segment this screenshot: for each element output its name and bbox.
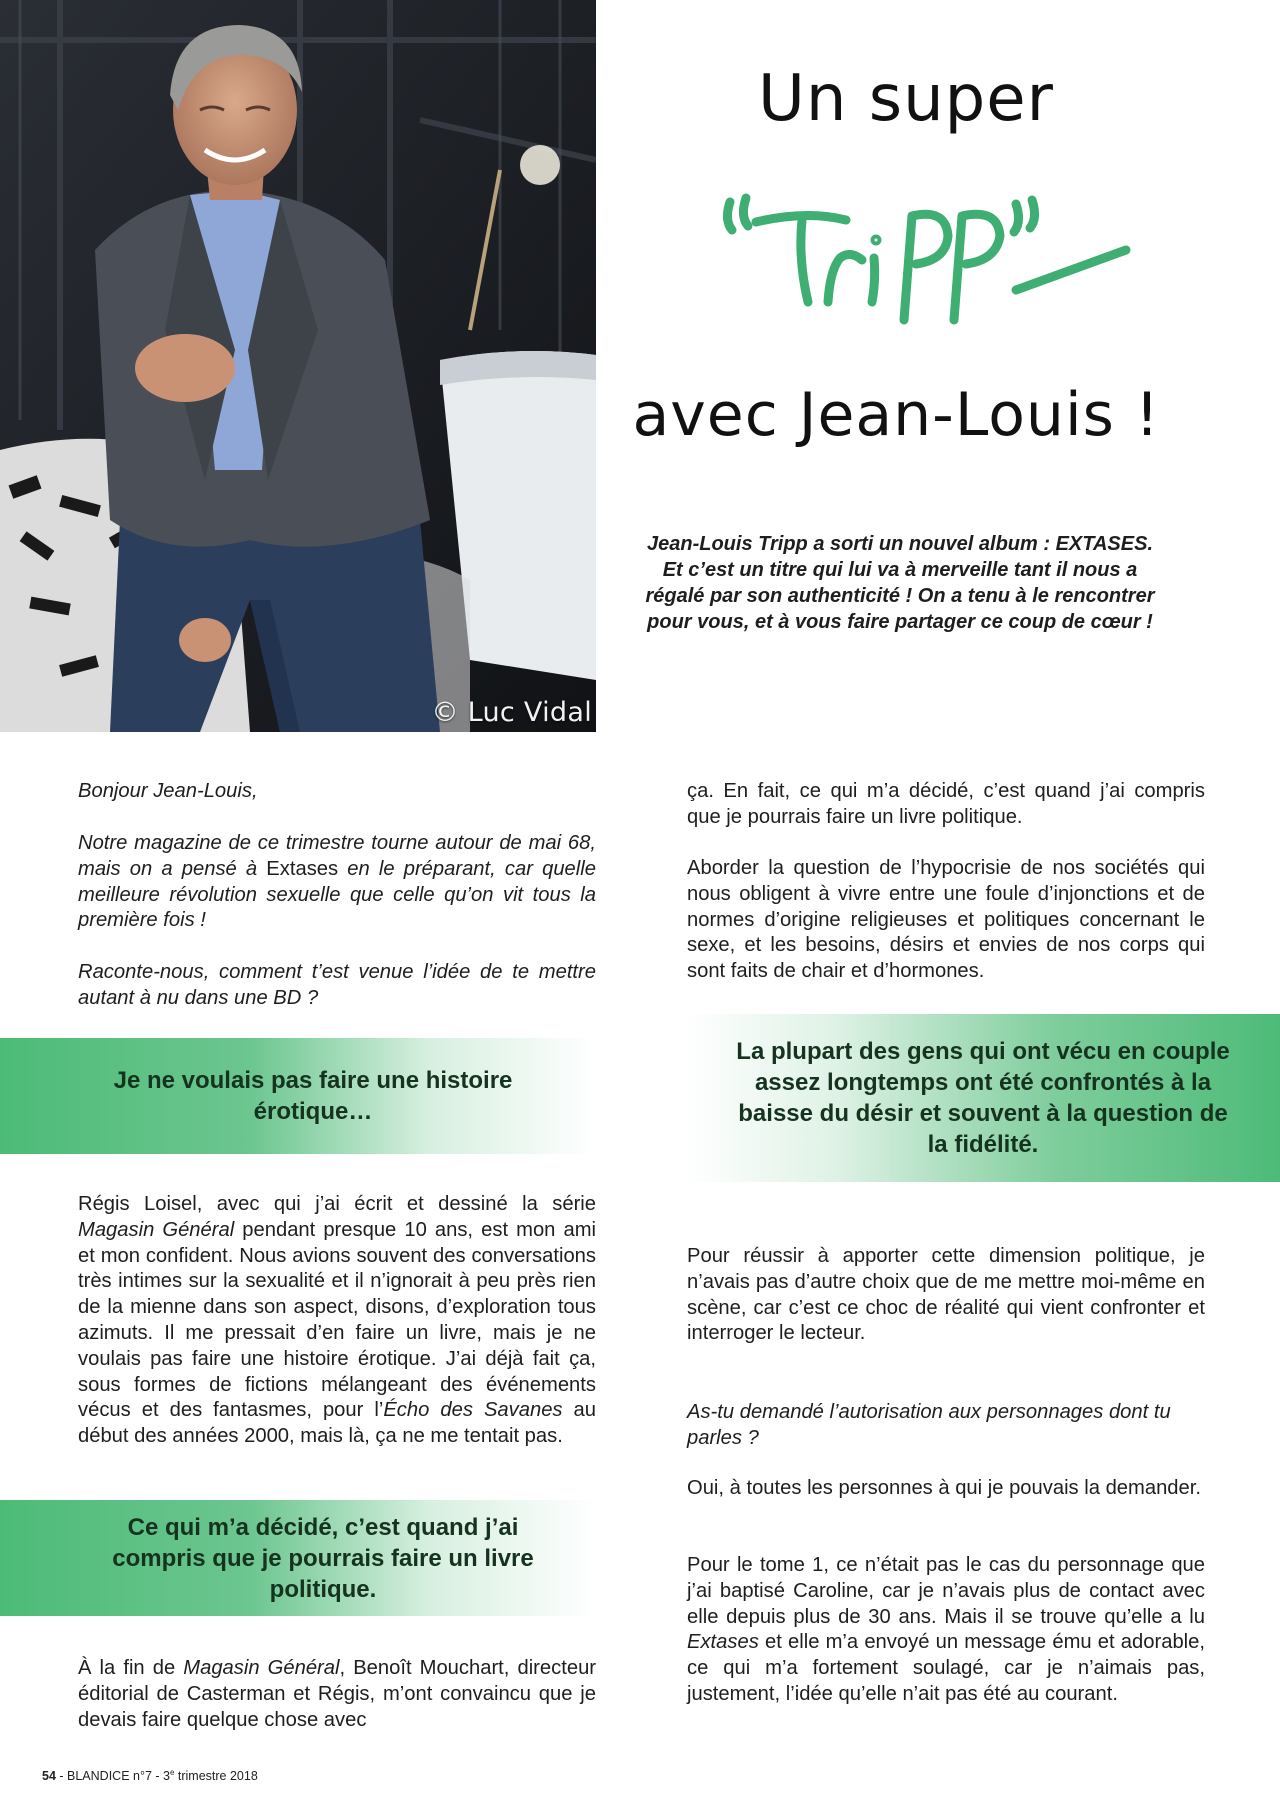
pull-quote-2: Ce qui m’a décidé, c’est quand j’ai compris que je pourrais faire un livre politique. [0,1500,596,1616]
title-signature [716,180,1136,330]
interview-question-1: Notre magazine de ce trimestre tourne autour de mai 68, mais on a pensé à Extases en le préparant, car quelle meilleure révolution sexuelle que celle qu’on vit tous la première fois ! [78,832,596,932]
pull-quote-3: La plupart des gens qui ont vécu en couple assez longtemps ont été confrontés à la baisse du désir et souvent à la question de la fidélité. [686,1014,1280,1182]
answer-3-paragraph-2: Pour le tome 1, ce n’était pas le cas du personnage que j’ai baptisé Caroline, car je n’avais plus de contact avec elle depuis plus de 30 ans. Mais il se trouve qu’elle a lu Extases et elle m’a envoyé un message ému et adorable, ce qui m’a fortement soulagé, car je n’aimais pas, justement, l’idée qu’elle n’ait pas été au courant. [687,1554,1205,1705]
answer-2-paragraph-2: Aborder la question de l’hypocrisie de nos sociétés qui nous obligent à vivre entre une foule d’injonctions et de normes d’origine religieuses et politiques concernant le sexe, et les besoins, désirs et envies de nos corps qui sont faits de chair et d’hormones. [687,857,1205,983]
title-line-3: avec Jean-Louis ! [632,380,1160,450]
interview-question-3: As-tu demandé l’autorisation aux personnages dont tu parles ? [687,1401,1171,1449]
pull-quote-1: Je ne voulais pas faire une histoire érotique… [0,1038,596,1154]
title-line-1: Un super [758,62,1054,136]
answer-1: Régis Loisel, avec qui j’ai écrit et dessiné la série Magasin Général pendant presque 10 ans, est mon ami et mon confident. Nous avions souvent des conversations très intimes sur la sexualité et il n’ignorait à peu près rien de la mienne dans son aspect, disons, d’exploration tous azimuts. Il me pressait d’en faire un livre, mais je ne voulais pas faire une histoire érotique. J’ai déjà fait ça, sous formes de fictions mélangeant des événements vécus et des fantasmes, pour l’Écho des Savanes au début des années 2000, mais là, ça ne me tentait pas. [78,1193,596,1448]
answer-2: À la fin de Magasin Général, Benoît Mouchart, directeur éditorial de Casterman et Régis, m’ont convaincu que je devais faire quelque chose avec [78,1657,597,1731]
interview-question-2: Raconte-nous, comment t’est venue l’idée de te mettre autant à nu dans une BD ? [78,961,596,1009]
handwritten-tripp-logo [716,180,1136,330]
portrait-photo [0,0,596,732]
intro-chapeau: Jean-Louis Tripp a sorti un nouvel album : EXTASES. Et c’est un titre qui lui va à merveille tant il nous a régalé par son authenticité ! On a tenu à le rencontrer pour vous, et à vous faire partager ce coup de cœur ! [645,533,1155,633]
photo-credit: © Luc Vidal [431,697,592,728]
portrait-illustration [0,0,596,732]
answer-3: Oui, à toutes les personnes à qui je pouvais la demander. [687,1477,1201,1499]
answer-2-continued: ça. En fait, ce qui m’a décidé, c’est quand j’ai compris que je pourrais faire un livre politique. [687,780,1205,828]
interview-greeting: Bonjour Jean-Louis, [78,780,258,802]
answer-2-paragraph-3: Pour réussir à apporter cette dimension politique, je n’avais pas d’autre choix que de me mettre moi-même en scène, car c’est ce choc de réalité qui vient confronter et interroger le lecteur. [687,1245,1205,1345]
page-footer: 54 - BLANDICE n°7 - 3e trimestre 2018 [42,1768,258,1784]
page-number: 54 [42,1769,56,1784]
